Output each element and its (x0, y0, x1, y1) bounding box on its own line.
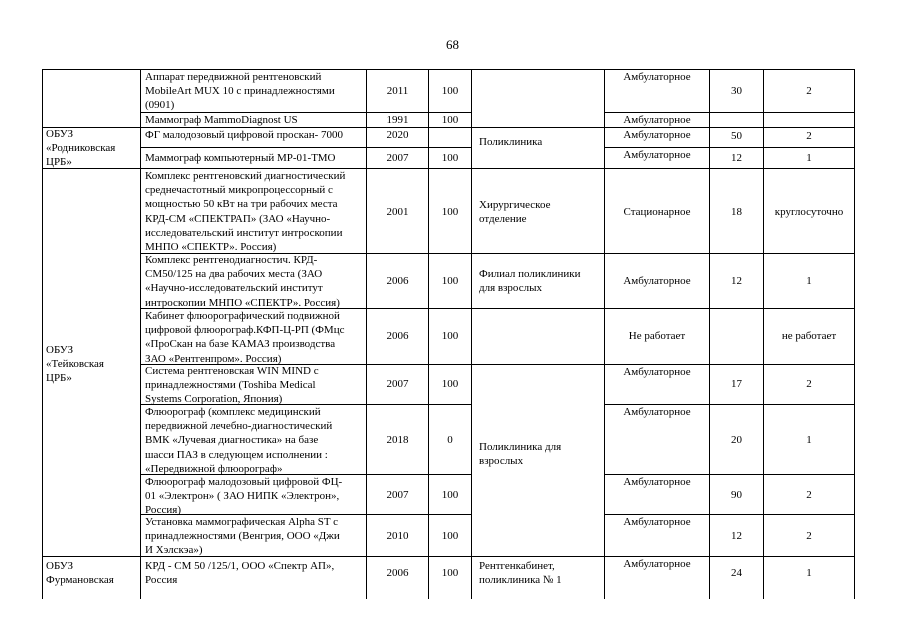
shifts-cell: 1 (806, 152, 812, 164)
mode-cell: Амбулаторное (623, 406, 691, 418)
load-cell: 18 (731, 206, 742, 218)
column-divider (471, 69, 472, 599)
device-cell: Установка маммографическая Alpha ST с принадлежностями (Венгрия, ООО «Джи И Хэлскэа») (145, 516, 340, 557)
shifts-cell: 2 (806, 85, 812, 97)
wear-cell: 100 (441, 275, 459, 287)
year-cell: 2006 (386, 330, 409, 342)
wear-cell: 100 (441, 567, 459, 579)
load-cell: 50 (731, 130, 742, 142)
dept-cell: Филиал поликлиники для взрослых (479, 268, 581, 295)
shifts-cell: 1 (806, 434, 812, 446)
wear-cell: 100 (441, 152, 459, 164)
mode-cell: Амбулаторное (623, 114, 691, 126)
wear-cell: 100 (441, 378, 459, 390)
dept-cell: Хирургическое отделение (479, 199, 551, 226)
wear-cell: 100 (441, 206, 459, 218)
column-divider (42, 69, 43, 599)
device-cell: ФГ малодозовый цифровой проскан- 7000 (145, 129, 343, 141)
year-cell: 2010 (386, 530, 409, 542)
mode-cell: Не работает (628, 330, 686, 342)
mode-cell: Амбулаторное (623, 275, 691, 287)
device-cell: Маммограф MammoDiagnost US (145, 114, 298, 126)
shifts-cell: 2 (806, 378, 812, 390)
device-cell: Система рентгеновская WIN MIND с принадлежностями (Toshiba Medical Systems Corporation, Япония) (145, 365, 319, 406)
mode-cell: Стационарное (623, 206, 691, 218)
mode-cell: Амбулаторное (623, 366, 691, 378)
year-cell: 1991 (386, 114, 409, 126)
shifts-cell: 1 (806, 275, 812, 287)
shifts-cell: 1 (806, 567, 812, 579)
dept-cell: Рентгенкабинет, поликлиника № 1 (479, 560, 562, 587)
dept-cell: Поликлиника для взрослых (479, 441, 562, 468)
year-cell: 2018 (386, 434, 409, 446)
year-cell: 2007 (386, 152, 409, 164)
year-cell: 2020 (386, 129, 409, 141)
load-cell: 24 (731, 567, 742, 579)
device-cell: Аппарат передвижной рентгеновский MobileArt MUX 10 с принадлежностями (0901) (145, 71, 335, 112)
org-rodniki-cell: ОБУЗ «Родниковская ЦРБ» (46, 128, 116, 169)
org-furmanov-cell: ОБУЗ Фурмановская (46, 560, 114, 587)
load-cell: 12 (731, 152, 742, 164)
year-cell: 2001 (386, 206, 409, 218)
wear-cell: 100 (441, 489, 459, 501)
mode-cell: Амбулаторное (623, 129, 691, 141)
page-number: 68 (446, 37, 459, 52)
load-cell: 90 (731, 489, 742, 501)
shifts-cell: не работает (781, 330, 837, 342)
load-cell: 17 (731, 378, 742, 390)
load-cell: 30 (731, 85, 742, 97)
wear-cell: 100 (441, 330, 459, 342)
year-cell: 2006 (386, 567, 409, 579)
device-cell: Флюорограф малодозовый цифровой ФЦ- 01 «Электрон» ( ЗАО НИПК «Электрон», Россия) (145, 476, 343, 517)
wear-cell: 100 (441, 114, 459, 126)
load-cell: 12 (731, 530, 742, 542)
device-cell: Маммограф компьютерный МР-01-ТМО (145, 152, 336, 164)
shifts-cell: 2 (806, 489, 812, 501)
column-divider (709, 69, 710, 599)
mode-cell: Амбулаторное (623, 516, 691, 528)
shifts-cell: 2 (806, 530, 812, 542)
device-cell: Комплекс рентгенодиагностич. КРД- СМ50/125 на два рабочих места (ЗАО «Научно-исследовательский институт интроскопии МНПО «СПЕКТР». Россия) (145, 254, 340, 309)
dept-cell: Поликлиника (479, 136, 543, 148)
device-cell: Кабинет флюорографический подвижной цифровой флюорограф.КФП-Ц-РП (ФМцс «ПроСкан на базе КАМАЗ производства ЗАО «Рентгенпром». Россия) (145, 310, 345, 365)
year-cell: 2007 (386, 378, 409, 390)
shifts-cell: 2 (806, 130, 812, 142)
row-divider (140, 147, 472, 148)
column-divider (140, 69, 141, 599)
wear-cell: 100 (441, 530, 459, 542)
year-cell: 2006 (386, 275, 409, 287)
org-teikovo-cell: ОБУЗ «Тейковская ЦРБ» (46, 344, 104, 385)
mode-cell: Амбулаторное (623, 558, 691, 570)
load-cell: 12 (731, 275, 742, 287)
shifts-cell: круглосуточно (774, 206, 844, 218)
year-cell: 2007 (386, 489, 409, 501)
wear-cell: 100 (441, 85, 459, 97)
device-cell: Комплекс рентгеновский диагностический среднечастотный микропроцессорный с мощностью 50 кВт на три рабочих места КРД-СМ «СПЕКТРАП» (ЗАО «Научно- исследовательский институт интроскопии МНПО «СПЕКТР». Россия) (145, 170, 346, 254)
year-cell: 2011 (386, 85, 409, 97)
device-cell: КРД - СМ 50 /125/1, ООО «Спектр АП», Россия (145, 560, 335, 587)
device-cell: Флюорограф (комплекс медицинский передвижной лечебно-диагностический ВМК «Лучевая диагностика» на базе шасси ПАЗ в следующем исполнении : «Передвижной флюорограф» (145, 406, 333, 475)
mode-cell: Амбулаторное (623, 149, 691, 161)
wear-cell: 0 (447, 434, 453, 446)
table-border-right (854, 69, 855, 599)
mode-cell: Амбулаторное (623, 476, 691, 488)
load-cell: 20 (731, 434, 742, 446)
mode-cell: Амбулаторное (623, 71, 691, 83)
